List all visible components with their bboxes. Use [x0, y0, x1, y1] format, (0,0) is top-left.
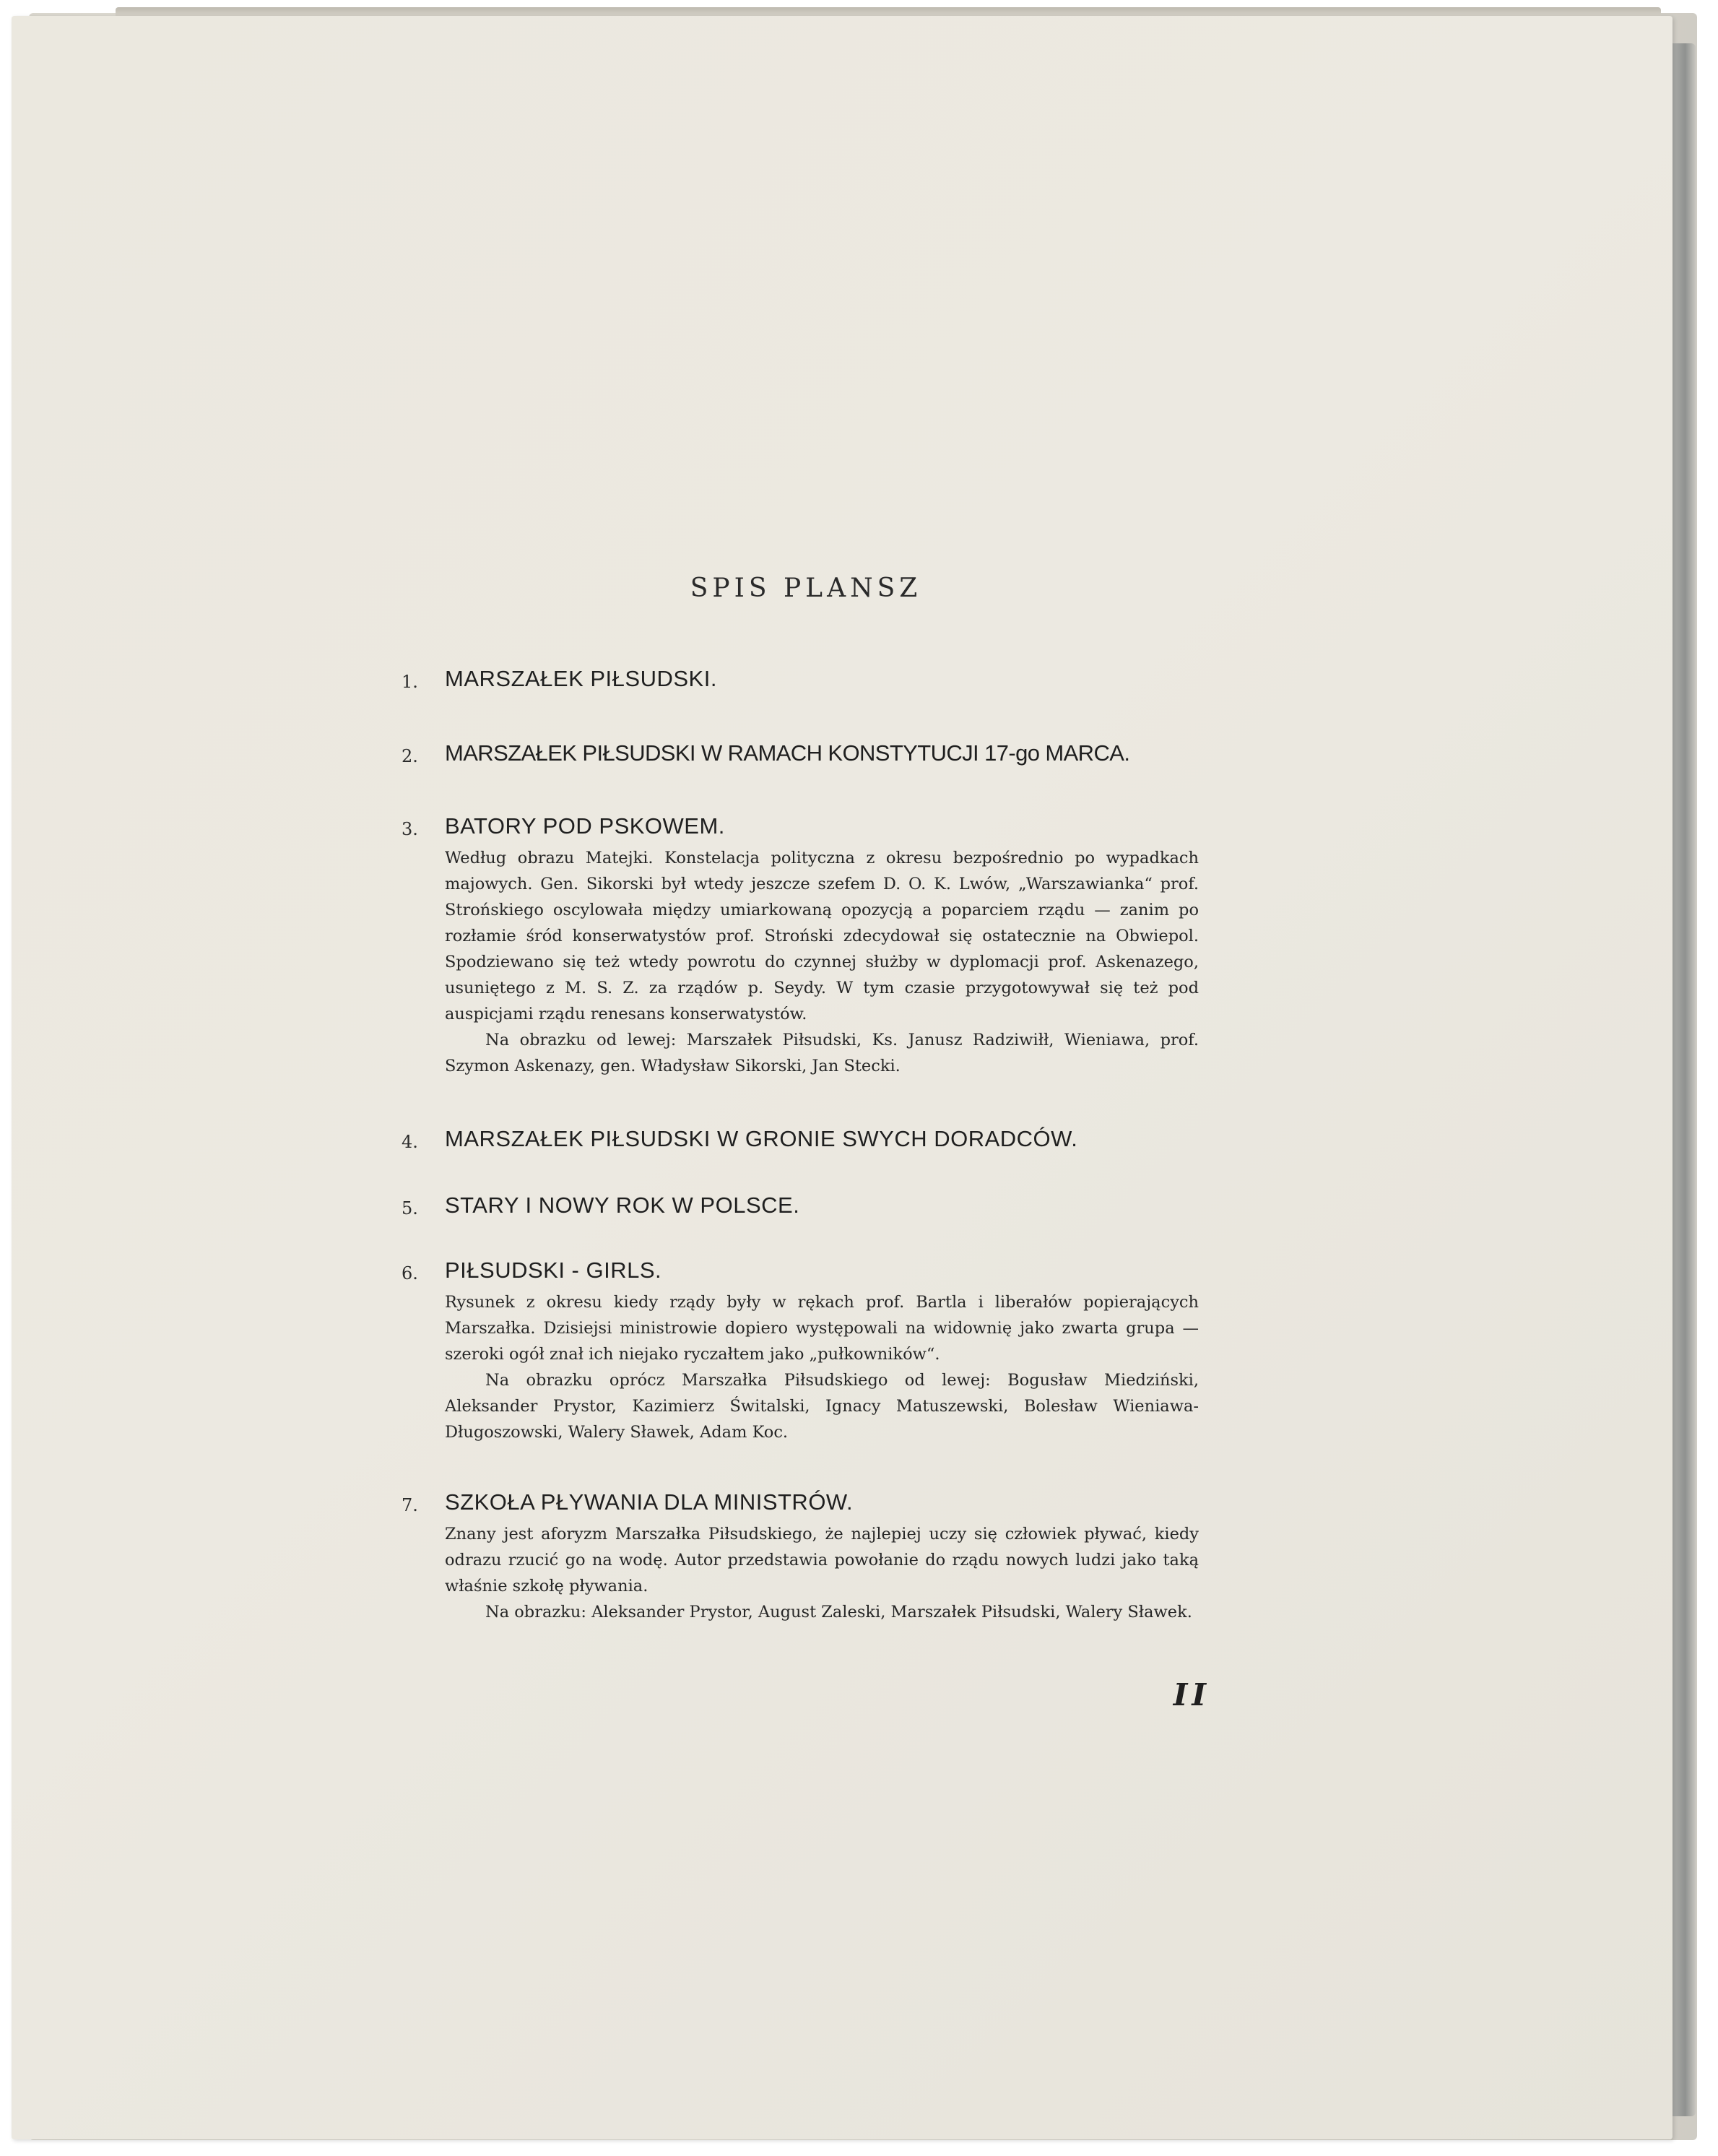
entry-heading: [402, 813, 1210, 845]
entry-heading: [402, 666, 1210, 698]
entry-number: 6.: [402, 1263, 418, 1283]
document-page: [12, 16, 1673, 2139]
entry-number: 3.: [402, 819, 418, 839]
plate-entry-2: [402, 740, 1210, 772]
entry-title: BATORY POD PSKOWEM.: [445, 813, 725, 839]
entry-title: PIŁSUDSKI - GIRLS.: [445, 1257, 662, 1283]
entry-title: MARSZAŁEK PIŁSUDSKI W RAMACH KONSTYTUCJI 17-go MARCA.: [445, 740, 1130, 766]
entry-heading: [402, 1489, 1210, 1521]
entry-title: STARY I NOWY ROK W POLSCE.: [445, 1192, 800, 1218]
entry-description: [445, 845, 1199, 1079]
entry-heading: [402, 1257, 1210, 1289]
entry-description: [445, 1521, 1199, 1625]
entry-number: 4.: [402, 1132, 418, 1152]
entry-heading: [402, 740, 1210, 772]
plate-entry-6: [402, 1257, 1210, 1445]
entry-heading: [402, 1192, 1210, 1224]
plate-entry-7: [402, 1489, 1210, 1625]
entry-heading: [402, 1126, 1210, 1158]
page-title: SPIS PLANSZ: [690, 573, 922, 603]
entry-title: MARSZAŁEK PIŁSUDSKI.: [445, 666, 717, 691]
entry-number: 1.: [402, 672, 418, 692]
description-paragraph: Według obrazu Matejki. Konstelacja polityczna z okresu bezpośrednio po wypadkach majowych. Gen. Sikorski był wtedy jeszcze szefem D. O. K. Lwów, „Warszawianka“ prof. Strońskiego oscylowała między umiarkowaną opozycją a poparciem rządu — zanim po rozłamie śród konserwatystów prof. Stroński zdecydował się ostatecznie na Obwiepol. Spodziewano się też wtedy powrotu do czynnej służby w dyplomacji prof. Askenazego, usuniętego z M. S. Z. za rządów p. Seydy. W tym czasie przygotowywał się też pod auspicjami rządu renesans konserwatystów.: [445, 849, 1199, 1023]
description-paragraph: Na obrazku oprócz Marszałka Piłsudskiego od lewej: Bogusław Miedziński, Aleksander Prystor, Kazimierz Świtalski, Ignacy Matuszewski, Bolesław Wieniawa-Długoszowski, Walery Sławek, Adam Koc.: [445, 1371, 1199, 1442]
entry-description: [445, 1289, 1199, 1445]
plate-entry-3: [402, 813, 1210, 1079]
plate-entry-5: [402, 1192, 1210, 1224]
entry-title: SZKOŁA PŁYWANIA DLA MINISTRÓW.: [445, 1489, 854, 1515]
description-paragraph: Znany jest aforyzm Marszałka Piłsudskiego, że najlepiej uczy się człowiek pływać, kiedy odrazu rzucić go na wodę. Autor przedstawia powołanie do rządu nowych ludzi jako taką właśnie szkołę pływania.: [445, 1525, 1199, 1596]
description-paragraph: Na obrazku od lewej: Marszałek Piłsudski, Ks. Janusz Radziwiłł, Wieniawa, prof. Szymon Askenazy, gen. Władysław Sikorski, Jan Stecki.: [445, 1031, 1199, 1075]
plate-entry-4: [402, 1126, 1210, 1158]
entry-title: MARSZAŁEK PIŁSUDSKI W GRONIE SWYCH DORADCÓW.: [445, 1126, 1078, 1151]
plate-entry-1: [402, 666, 1210, 698]
description-paragraph: Rysunek z okresu kiedy rządy były w rękach prof. Bartla i liberałów popierających Marszałka. Dzisiejsi ministrowie dopiero występowali na widownię jako zwarta grupa — szeroki ogół znał ich niejako ryczałtem jako „pułkowników“.: [445, 1293, 1199, 1364]
entry-number: 7.: [402, 1495, 418, 1515]
page-folio: II: [1173, 1677, 1210, 1713]
description-paragraph: Na obrazku: Aleksander Prystor, August Zaleski, Marszałek Piłsudski, Walery Sławek.: [485, 1603, 1192, 1622]
entry-number: 5.: [402, 1198, 418, 1218]
entry-number: 2.: [402, 746, 418, 766]
